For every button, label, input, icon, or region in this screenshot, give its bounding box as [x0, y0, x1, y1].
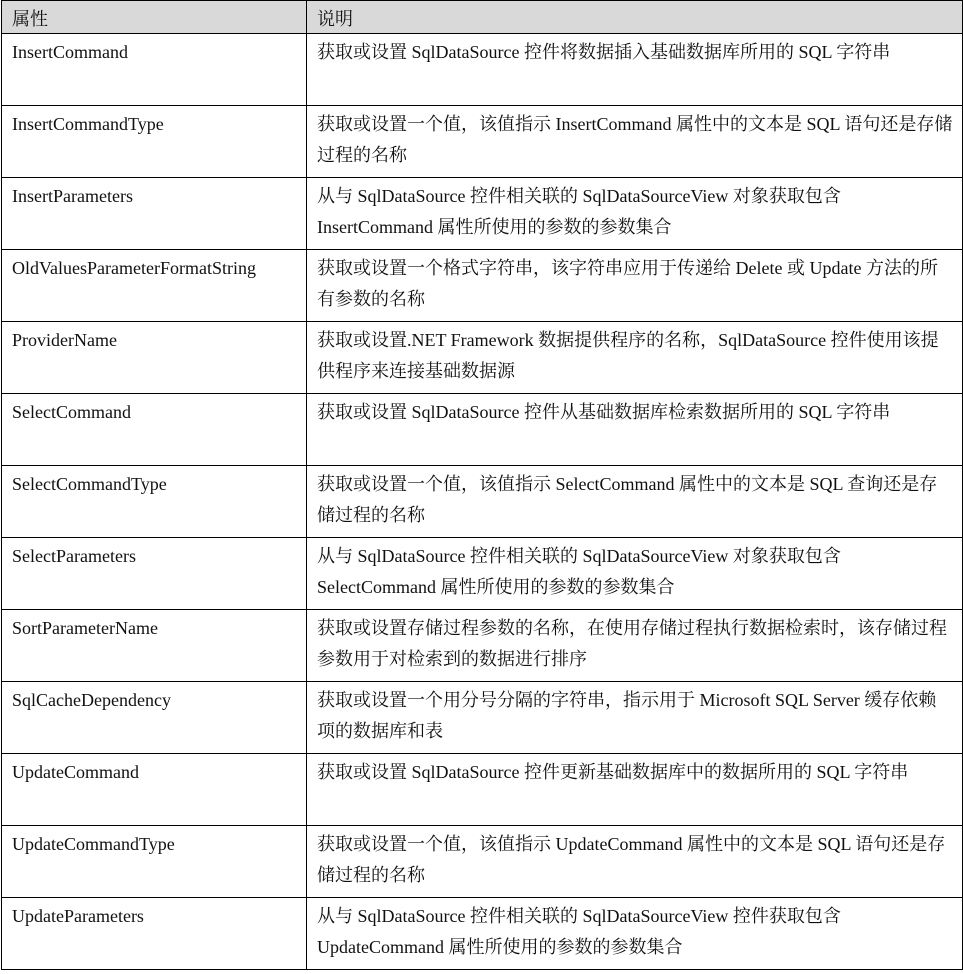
- table-row: [2, 610, 963, 682]
- property-name: InsertCommand: [2, 34, 307, 106]
- header-property: 属性: [2, 1, 307, 34]
- table-row: [2, 250, 963, 322]
- property-name: SqlCacheDependency: [2, 682, 307, 754]
- property-name: SelectCommandType: [2, 466, 307, 538]
- property-name: UpdateCommand: [2, 754, 307, 826]
- property-name: ProviderName: [2, 322, 307, 394]
- property-description: 获取或设置一个值，该值指示 SelectCommand 属性中的文本是 SQL 查询还是存储过程的名称: [307, 466, 963, 538]
- property-description: 获取或设置 SqlDataSource 控件更新基础数据库中的数据所用的 SQL 字符串: [307, 754, 963, 826]
- property-name: SelectParameters: [2, 538, 307, 610]
- property-description: 获取或设置一个格式字符串，该字符串应用于传递给 Delete 或 Update 方法的所有参数的名称: [307, 250, 963, 322]
- property-description: 从与 SqlDataSource 控件相关联的 SqlDataSourceView 控件获取包含 UpdateCommand 属性所使用的参数的参数集合: [307, 898, 963, 970]
- property-description: 从与 SqlDataSource 控件相关联的 SqlDataSourceView 对象获取包含 SelectCommand 属性所使用的参数的参数集合: [307, 538, 963, 610]
- table-row: [2, 466, 963, 538]
- property-description: 获取或设置 SqlDataSource 控件将数据插入基础数据库所用的 SQL 字符串: [307, 34, 963, 106]
- property-name: OldValuesParameterFormatString: [2, 250, 307, 322]
- property-description: 获取或设置.NET Framework 数据提供程序的名称，SqlDataSource 控件使用该提供程序来连接基础数据源: [307, 322, 963, 394]
- table-row: [2, 898, 963, 970]
- property-name: UpdateParameters: [2, 898, 307, 970]
- property-name: InsertParameters: [2, 178, 307, 250]
- table-row: [2, 106, 963, 178]
- table-body: [2, 34, 963, 970]
- property-name: SortParameterName: [2, 610, 307, 682]
- table-row: [2, 34, 963, 106]
- property-description: 获取或设置一个值，该值指示 UpdateCommand 属性中的文本是 SQL 语句还是存储过程的名称: [307, 826, 963, 898]
- table-header: [2, 1, 963, 34]
- property-name: UpdateCommandType: [2, 826, 307, 898]
- table-row: [2, 178, 963, 250]
- property-description: 获取或设置一个用分号分隔的字符串，指示用于 Microsoft SQL Server 缓存依赖项的数据库和表: [307, 682, 963, 754]
- property-name: InsertCommandType: [2, 106, 307, 178]
- property-description: 获取或设置 SqlDataSource 控件从基础数据库检索数据所用的 SQL 字符串: [307, 394, 963, 466]
- property-description: 从与 SqlDataSource 控件相关联的 SqlDataSourceView 对象获取包含 InsertCommand 属性所使用的参数的参数集合: [307, 178, 963, 250]
- properties-table: [1, 0, 963, 970]
- header-row: [2, 1, 963, 34]
- property-description: 获取或设置存储过程参数的名称，在使用存储过程执行数据检索时，该存储过程参数用于对检索到的数据进行排序: [307, 610, 963, 682]
- table-row: [2, 754, 963, 826]
- table-row: [2, 394, 963, 466]
- table-row: [2, 322, 963, 394]
- table-row: [2, 538, 963, 610]
- property-description: 获取或设置一个值，该值指示 InsertCommand 属性中的文本是 SQL 语句还是存储过程的名称: [307, 106, 963, 178]
- table-row: [2, 826, 963, 898]
- table-row: [2, 682, 963, 754]
- property-name: SelectCommand: [2, 394, 307, 466]
- header-description: 说明: [307, 1, 963, 34]
